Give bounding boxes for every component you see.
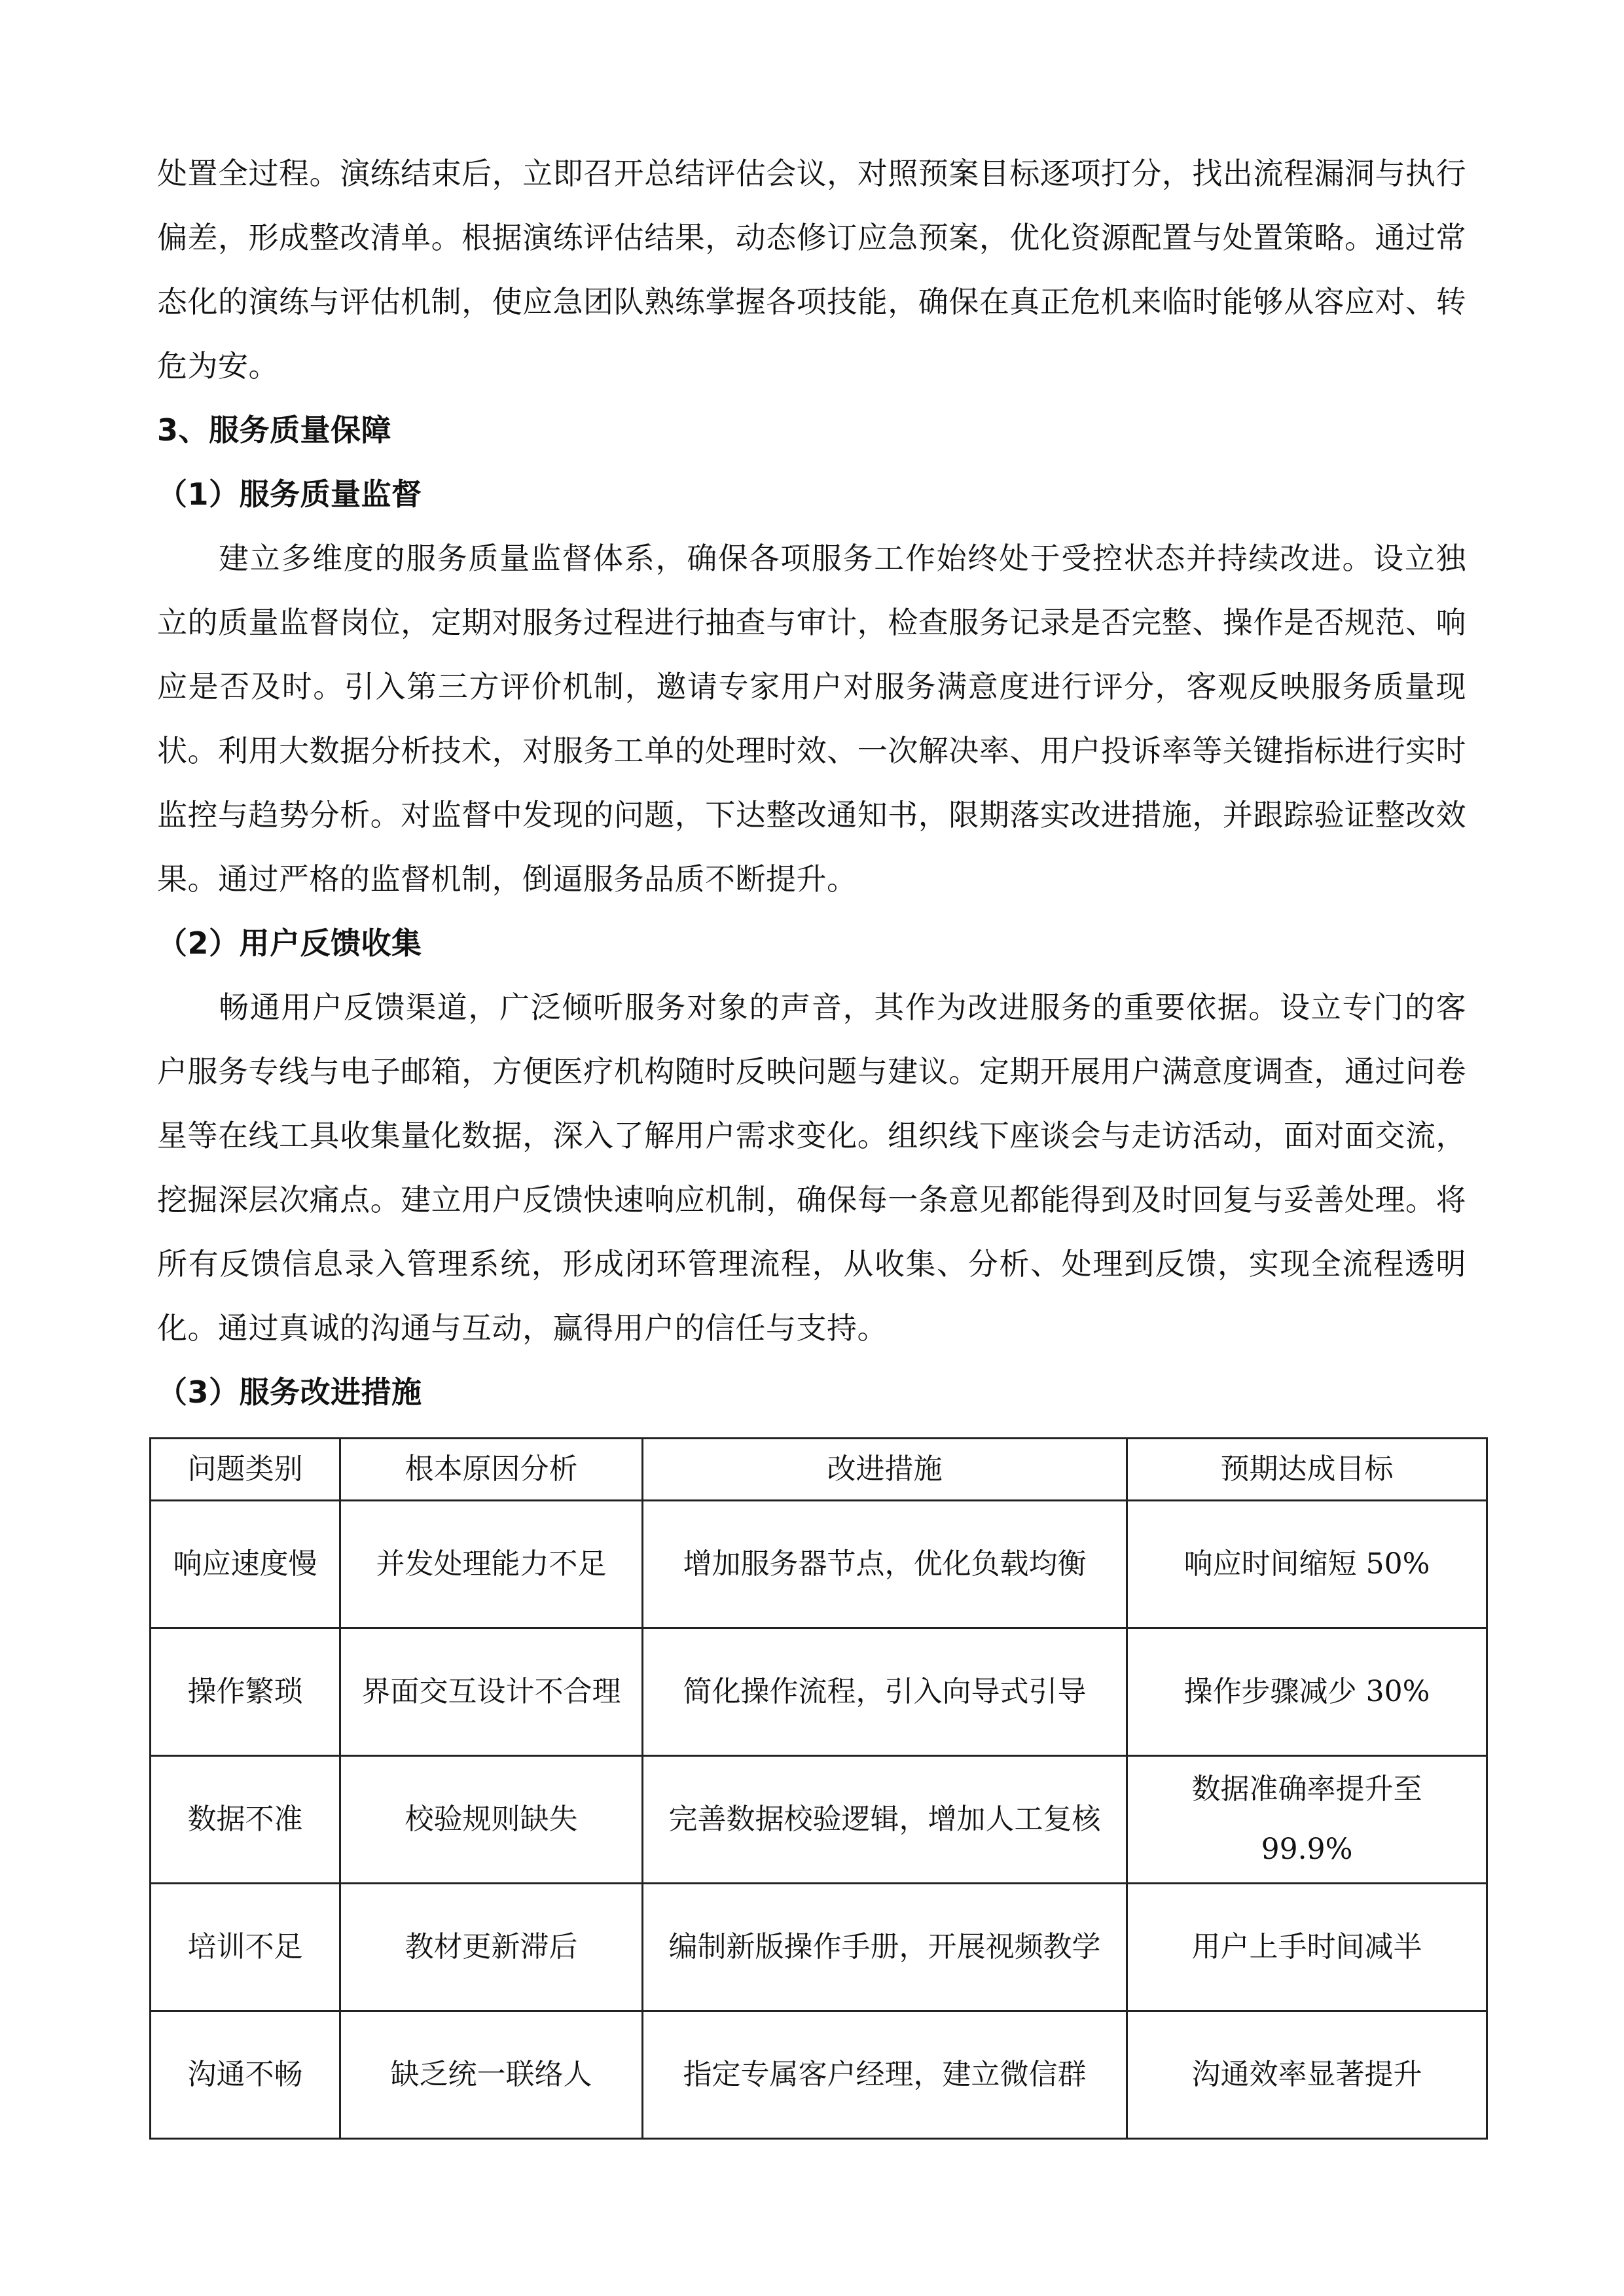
cell-target: 数据准确率提升至 99.9% (1127, 1756, 1487, 1884)
cell-category: 沟通不畅 (151, 2011, 340, 2139)
cell-target: 响应时间缩短 50% (1127, 1501, 1487, 1628)
cell-measures: 简化操作流程，引入向导式引导 (643, 1628, 1127, 1756)
cell-root-cause: 界面交互设计不合理 (340, 1628, 643, 1756)
subsection-3-title: （3）服务改进措施 (157, 1374, 422, 1410)
header-measures: 改进措施 (643, 1439, 1127, 1501)
cell-measures: 编制新版操作手册，开展视频教学 (643, 1884, 1127, 2011)
cell-root-cause: 教材更新滞后 (340, 1884, 643, 2011)
header-category: 问题类别 (151, 1439, 340, 1501)
cell-category: 数据不准 (151, 1756, 340, 1884)
table-header-row (151, 1439, 1487, 1501)
cell-root-cause: 校验规则缺失 (340, 1756, 643, 1884)
cell-target: 用户上手时间减半 (1127, 1884, 1487, 2011)
cell-root-cause: 并发处理能力不足 (340, 1501, 643, 1628)
subsection-1-title: （1）服务质量监督 (157, 476, 422, 512)
cell-target: 沟通效率显著提升 (1127, 2011, 1487, 2139)
cell-category: 操作繁琐 (151, 1628, 340, 1756)
cell-measures: 指定专属客户经理，建立微信群 (643, 2011, 1127, 2139)
cell-category: 培训不足 (151, 1884, 340, 2011)
continuation-paragraph: 处置全过程。演练结束后，立即召开总结评估会议，对照预案目标逐项打分，找出流程漏洞与执行偏差，形成整改清单。根据演练评估结果，动态修订应急预案，优化资源配置与处置策略。通过常态化的演练与评估机制，使应急团队熟练掌握各项技能，确保在真正危机来临时能够从容应对、转危为安。 (157, 156, 1466, 384)
header-target: 预期达成目标 (1127, 1439, 1487, 1501)
cell-measures: 完善数据校验逻辑，增加人工复核 (643, 1756, 1127, 1884)
cell-target: 操作步骤减少 30% (1127, 1628, 1487, 1756)
cell-measures: 增加服务器节点，优化负载均衡 (643, 1501, 1127, 1628)
cell-root-cause: 缺乏统一联络人 (340, 2011, 643, 2139)
subsection-2-title: （2）用户反馈收集 (157, 925, 422, 961)
table-row (151, 1884, 1487, 2011)
improvement-table (149, 1437, 1488, 2140)
table-row (151, 1501, 1487, 1628)
cell-category: 响应速度慢 (151, 1501, 340, 1628)
subsection-2-paragraph: 畅通用户反馈渠道，广泛倾听服务对象的声音，其作为改进服务的重要依据。设立专门的客户服务专线与电子邮箱，方便医疗机构随时反映问题与建议。定期开展用户满意度调查，通过问卷星等在线工具收集量化数据，深入了解用户需求变化。组织线下座谈会与走访活动，面对面交流，挖掘深层次痛点。建立用户反馈快速响应机制，确保每一条意见都能得到及时回复与妥善处理。将所有反馈信息录入管理系统，形成闭环管理流程，从收集、分析、处理到反馈，实现全流程透明化。通过真诚的沟通与互动，赢得用户的信任与支持。 (157, 990, 1466, 1346)
header-root-cause: 根本原因分析 (340, 1439, 643, 1501)
table-row (151, 1756, 1487, 1884)
subsection-1-paragraph: 建立多维度的服务质量监督体系，确保各项服务工作始终处于受控状态并持续改进。设立独立的质量监督岗位，定期对服务过程进行抽查与审计，检查服务记录是否完整、操作是否规范、响应是否及时。引入第三方评价机制，邀请专家用户对服务满意度进行评分，客观反映服务质量现状。利用大数据分析技术，对服务工单的处理时效、一次解决率、用户投诉率等关键指标进行实时监控与趋势分析。对监督中发现的问题，下达整改通知书，限期落实改进措施，并跟踪验证整改效果。通过严格的监督机制，倒逼服务品质不断提升。 (157, 541, 1466, 897)
page-body (157, 141, 1466, 1424)
section-3-title: 3、服务质量保障 (157, 412, 392, 448)
table-row (151, 2011, 1487, 2139)
table-row (151, 1628, 1487, 1756)
